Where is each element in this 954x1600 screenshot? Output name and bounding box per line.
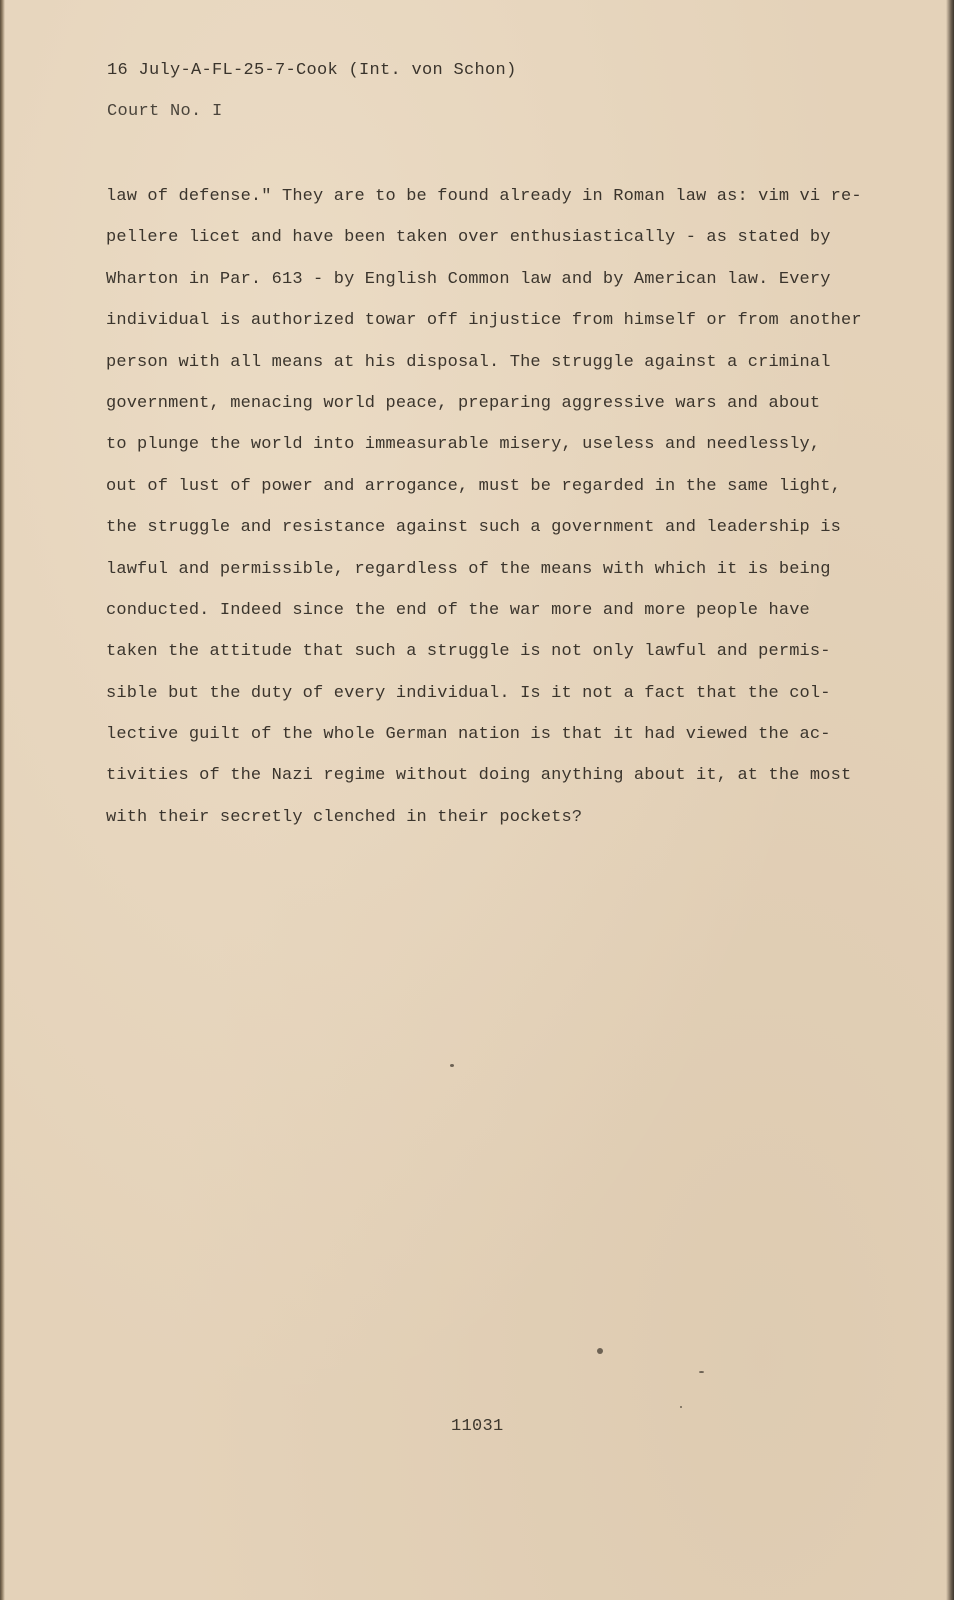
paper-left-edge (0, 0, 5, 1600)
court-label: Court No. I (107, 102, 223, 121)
body-line: individual is authorized towar off injustice from himself or from another (106, 311, 862, 331)
body-line: the struggle and resistance against such a government and leadership is (106, 518, 841, 538)
paper-right-edge (946, 0, 954, 1600)
body-line: to plunge the world into immeasurable misery, useless and needlessly, (106, 435, 821, 455)
body-line: Wharton in Par. 613 - by English Common law and by American law. Every (106, 269, 831, 289)
body-line: lective guilt of the whole German nation is that it had viewed the ac- (106, 725, 831, 745)
body-line: lawful and permissible, regardless of the means with which it is being (106, 559, 831, 579)
body-line: conducted. Indeed since the end of the war more and more people have (106, 600, 810, 620)
body-line: law of defense." They are to be found already in Roman law as: vim vi re- (106, 187, 862, 206)
document-reference: 16 July-A-FL-25-7-Cook (Int. von Schon) (107, 61, 517, 80)
body-line: tivities of the Nazi regime without doing anything about it, at the most (106, 766, 852, 786)
page-number: 11031 (451, 1417, 504, 1436)
paper-speck (450, 1064, 454, 1067)
body-line: government, menacing world peace, preparing aggressive wars and about (106, 393, 821, 413)
body-line: pellere licet and have been taken over enthusiastically - as stated by (106, 228, 831, 248)
body-text (106, 180, 906, 842)
paper-speck (597, 1348, 603, 1354)
paper-speck (680, 1406, 682, 1408)
paper-speck (699, 1371, 704, 1373)
body-line: sible but the duty of every individual. Is it not a fact that the col- (106, 683, 831, 703)
body-line: person with all means at his disposal. The struggle against a criminal (106, 352, 831, 372)
body-line: with their secretly clenched in their pockets? (106, 807, 583, 827)
body-line: out of lust of power and arrogance, must be regarded in the same light, (106, 476, 841, 496)
body-line: taken the attitude that such a struggle is not only lawful and permis- (106, 642, 831, 662)
